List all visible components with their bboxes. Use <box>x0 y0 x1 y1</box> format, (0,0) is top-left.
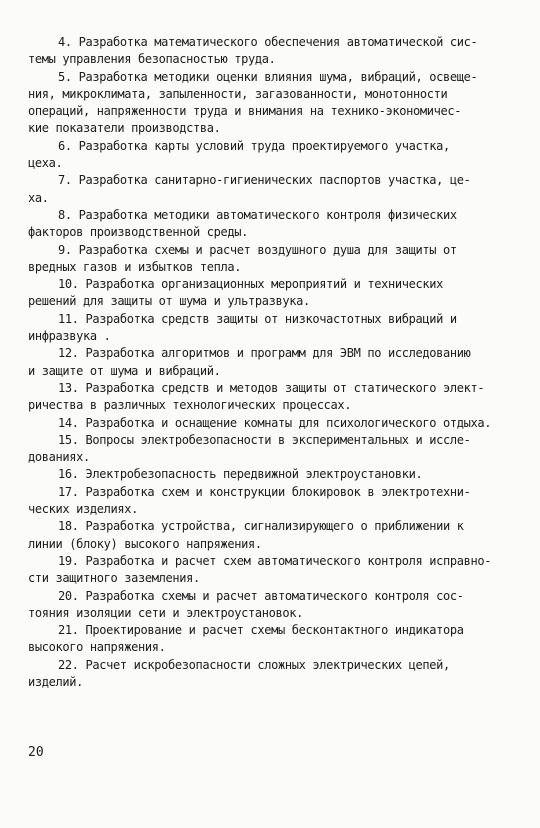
topic-item <box>28 69 512 138</box>
page-number: 20 <box>28 745 44 760</box>
topic-item-continuation-line: темы управления безопасностью труда. <box>28 52 276 67</box>
topic-item-continuation-line: дованиях. <box>28 450 90 465</box>
topic-item-continuation-line: вредных газов и избытков тепла. <box>28 259 242 274</box>
topic-item-first-line: 20. Разработка схемы и расчет автоматического контроля сос- <box>58 588 464 603</box>
topic-item-first-line: 7. Разработка санитарно-гигиенических паспортов участка, це- <box>58 173 471 188</box>
topic-item <box>28 311 512 346</box>
topic-item-first-line: 15. Вопросы электробезопасности в экспериментальных и иссле- <box>58 432 471 447</box>
topic-item <box>28 622 512 657</box>
topic-item-first-line: 8. Разработка методики автоматического контроля физических <box>58 207 457 222</box>
topic-item-first-line: 17. Разработка схем и конструкции блокировок в электротехни- <box>58 484 471 499</box>
topic-item-continuation-line: высокого напряжения. <box>28 640 166 655</box>
topic-item-first-line: 4. Разработка математического обеспечения автоматической сис- <box>58 35 478 49</box>
topic-item-first-line: 21. Проектирование и расчет схемы бесконтактного индикатора <box>58 623 464 638</box>
topic-item <box>28 172 512 207</box>
topic-item-first-line: 19. Разработка и расчет схем автоматического контроля исправно- <box>58 553 492 568</box>
topic-item-continuation-line: сти защитного заземления. <box>28 571 200 586</box>
topic-item-first-line: 10. Разработка организационных мероприятий и технических <box>58 277 443 292</box>
topic-item-first-line: 14. Разработка и оснащение комнаты для психологического отдыха. <box>58 415 492 430</box>
topic-item-first-line: 11. Разработка средств защиты от низкочастотных вибраций и <box>58 311 457 326</box>
topic-item-first-line: 18. Разработка устройства, сигнализирующего о приближении к <box>58 519 464 534</box>
topic-item-continuation-line: решений для защиты от шума и ультразвука. <box>28 294 310 309</box>
topic-item-continuation-line: факторов производственной среды. <box>28 225 248 240</box>
topic-item <box>28 138 512 173</box>
topic-item <box>28 207 512 242</box>
topic-item-first-line: 13. Разработка средств и методов защиты от статического элект- <box>58 380 485 395</box>
topic-item-continuation-line: линии (блоку) высокого напряжения. <box>28 536 262 551</box>
topic-item-continuation-line: цеха. <box>28 156 63 171</box>
topic-item <box>28 588 512 623</box>
topic-item <box>28 553 512 588</box>
topic-item-first-line: 6. Разработка карты условий труда проектируемого участка, <box>58 138 450 153</box>
topic-item-continuation-line: ха. <box>28 190 49 205</box>
topic-item-first-line: 16. Электробезопасность передвижной электроустановки. <box>58 467 423 482</box>
topic-item <box>28 432 512 467</box>
topic-item <box>28 242 512 277</box>
topic-item-continuation-line: и защите от шума и вибраций. <box>28 363 221 378</box>
topic-item-continuation-line: ния, микроклимата, запыленности, загазованности, монотонности <box>28 86 448 101</box>
topic-item-continuation-line: инфразвука . <box>28 329 111 344</box>
topic-item <box>28 380 512 415</box>
topic-item-first-line: 9. Разработка схемы и расчет воздушного душа для защиты от <box>58 242 457 257</box>
topic-item <box>28 484 512 519</box>
topic-item <box>28 518 512 553</box>
topic-item-first-line: 12. Разработка алгоритмов и программ для ЭВМ по исследованию <box>58 346 471 361</box>
topic-item-continuation-line: кие показатели производства. <box>28 121 221 136</box>
topic-item-continuation-line: ческих изделиях. <box>28 502 138 517</box>
topic-item-continuation-line: тояния изоляции сети и электроустановок. <box>28 605 303 620</box>
topic-item-first-line: 22. Расчет искробезопасности сложных электрических цепей, <box>58 657 450 672</box>
topic-item-continuation-line: операций, напряженности труда и внимания на технико-экономичес- <box>28 104 462 119</box>
topic-list <box>28 34 512 691</box>
topic-item-continuation-line: ричества в различных технологических процессах. <box>28 398 352 413</box>
topic-item <box>28 276 512 311</box>
topic-item <box>28 34 512 69</box>
topic-item <box>28 345 512 380</box>
topic-item <box>28 415 512 432</box>
topic-item-continuation-line: изделий. <box>28 674 83 689</box>
topic-item <box>28 466 512 483</box>
topic-item-first-line: 5. Разработка методики оценки влияния шума, вибраций, освеще- <box>58 69 478 84</box>
topic-item <box>28 657 512 692</box>
